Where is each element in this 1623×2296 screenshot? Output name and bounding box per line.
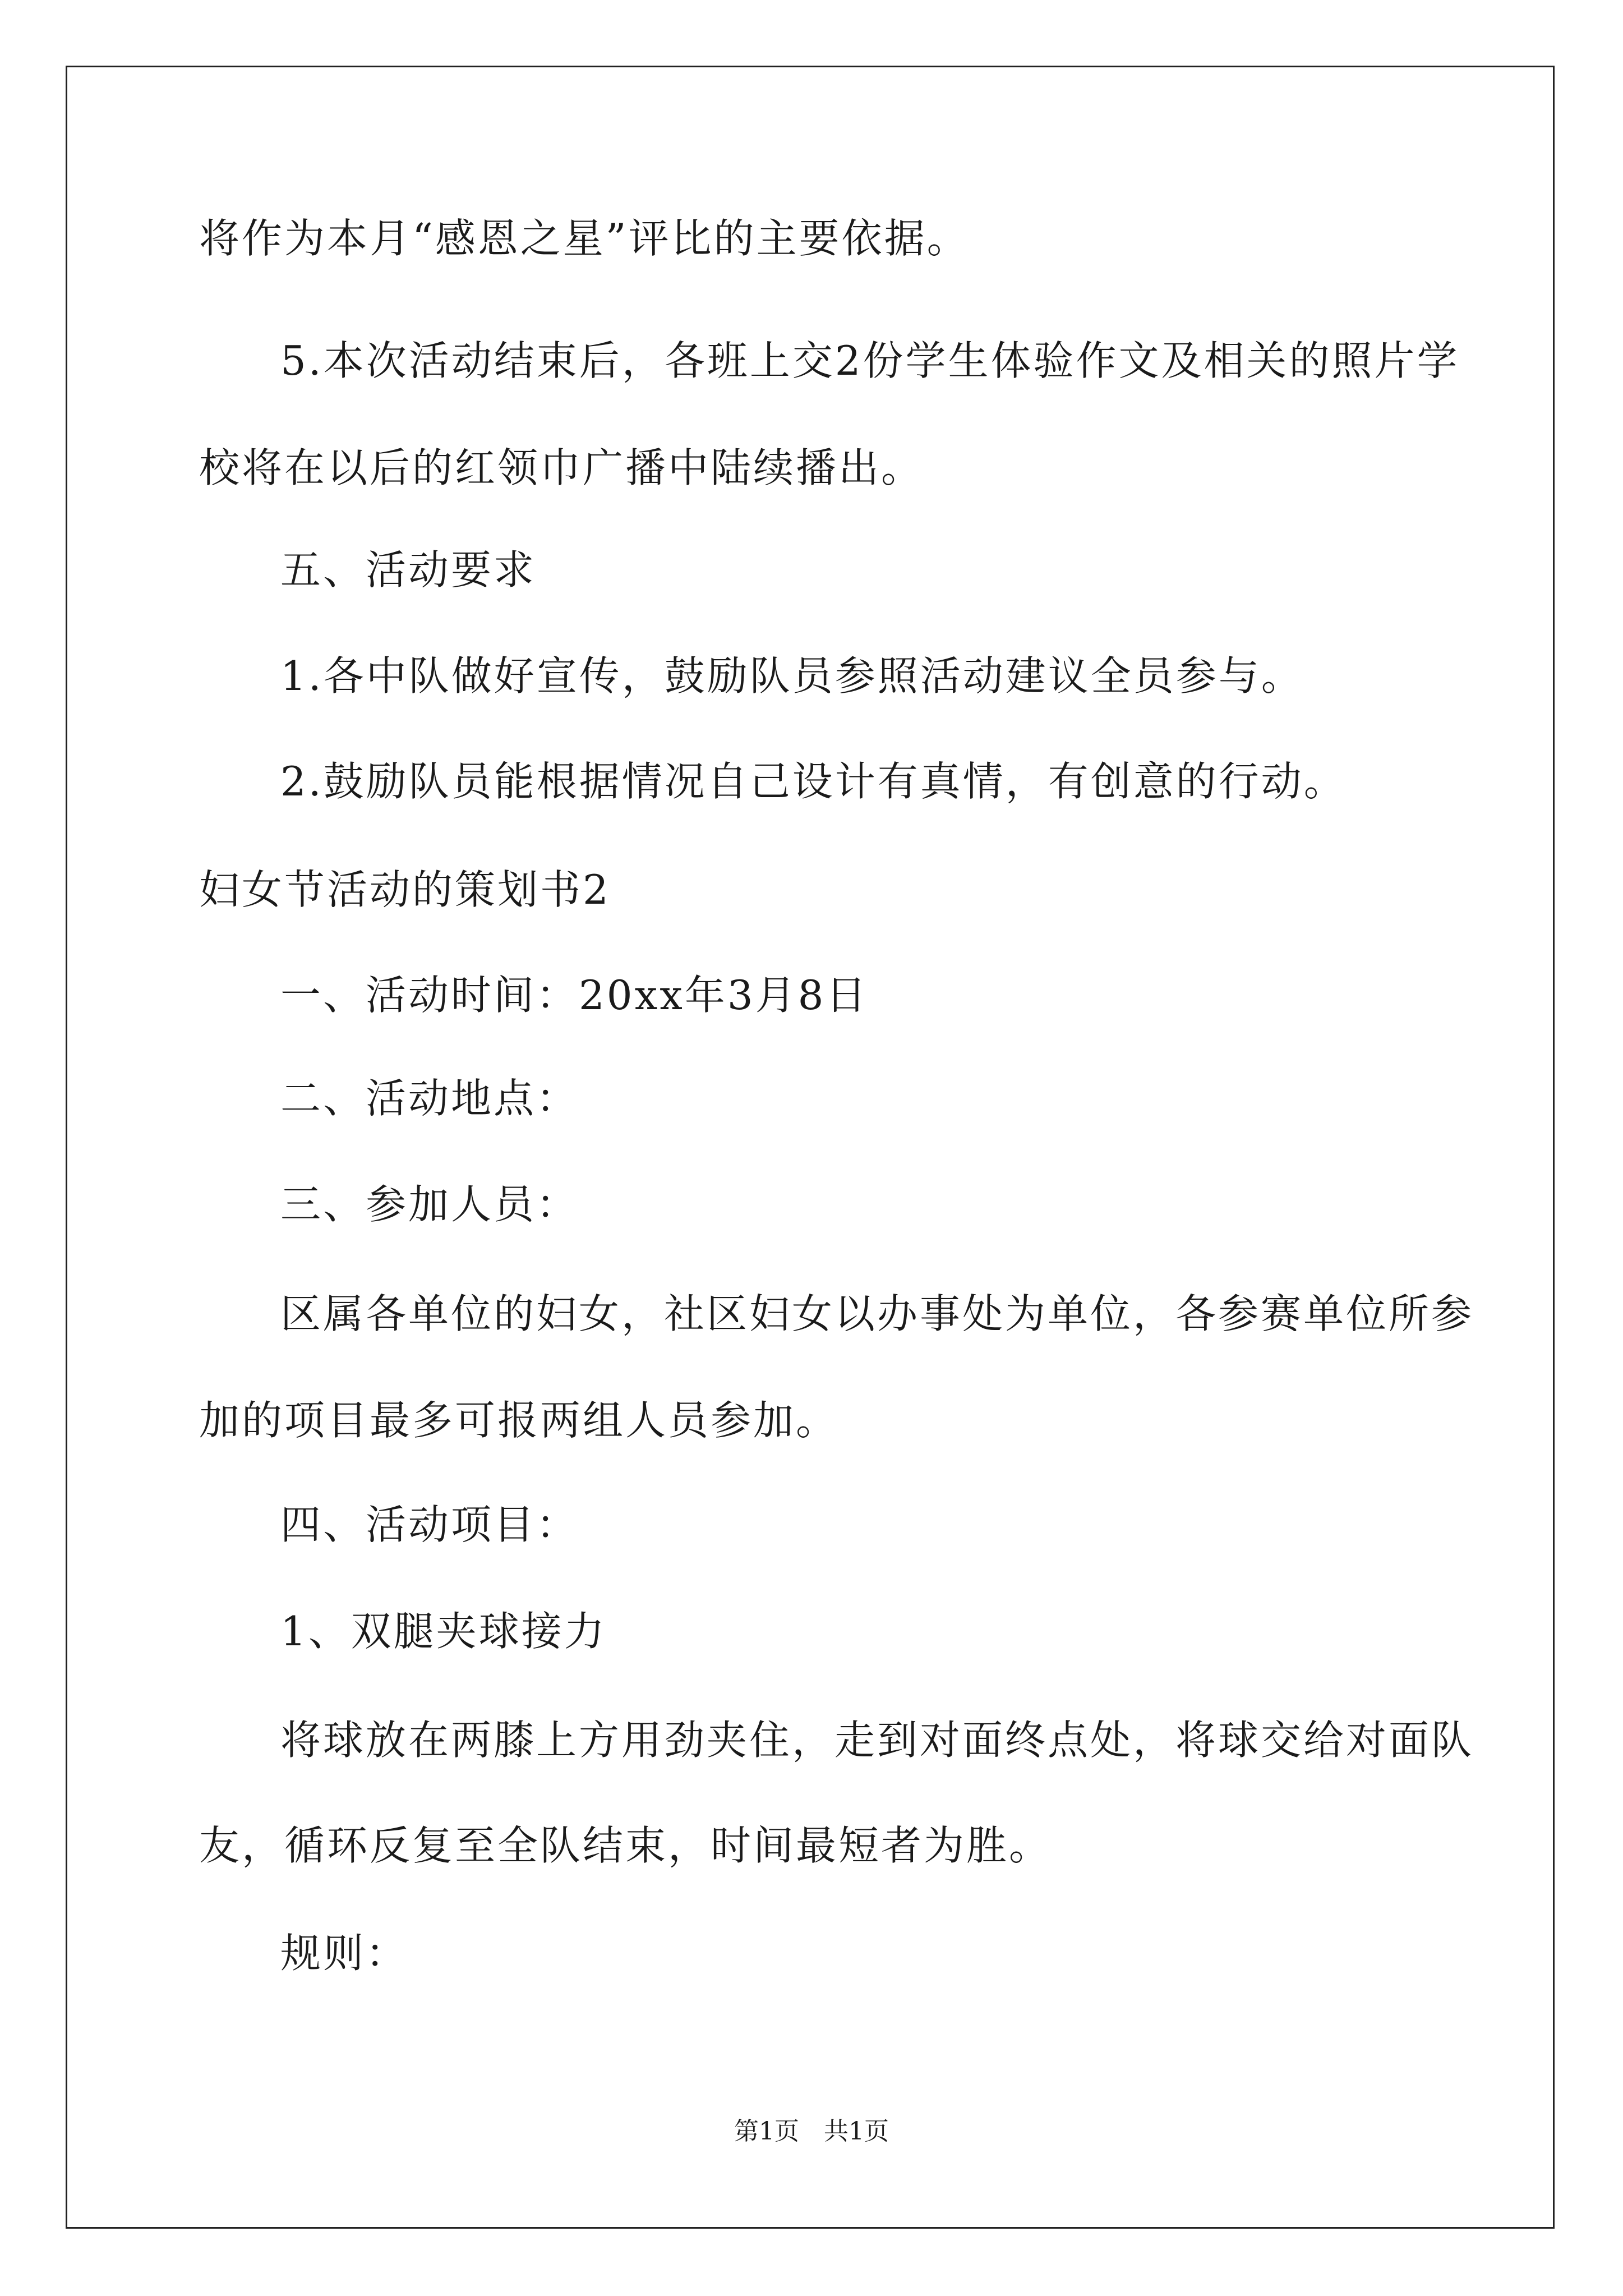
text-line: 三、参加人员： — [280, 1181, 579, 1228]
section-heading: 五、活动要求 — [280, 546, 537, 593]
text-line: 友，循环反复至全队结束，时间最短者为胜。 — [199, 1822, 1052, 1869]
text-line: 5.本次活动结束后，各班上交2份学生体验作文及相关的照片学 — [280, 337, 1460, 384]
text-line: 1、双腿夹球接力 — [280, 1608, 607, 1655]
text-line: 二、活动地点： — [280, 1075, 579, 1122]
document-title: 妇女节活动的策划书2 — [199, 866, 611, 913]
text-line: 加的项目最多可报两组人员参加。 — [199, 1397, 839, 1444]
text-line: 1.各中队做好宣传，鼓励队员参照活动建议全员参与。 — [280, 652, 1304, 700]
text-line: 规则： — [280, 1930, 409, 1977]
text-line: 区属各单位的妇女，社区妇女以办事处为单位，各参赛单位所参 — [280, 1290, 1474, 1337]
page-footer: 第1页 共1页 — [734, 2117, 889, 2146]
text-line: 校将在以后的红领巾广播中陆续播出。 — [199, 444, 924, 491]
text-line: 将作为本月“感恩之星”评比的主要依据。 — [199, 215, 970, 262]
text-line: 一、活动时间：20xx年3月8日 — [280, 972, 869, 1019]
page-border — [66, 66, 1555, 2229]
text-line: 将球放在两膝上方用劲夹住，走到对面终点处，将球交给对面队 — [280, 1717, 1474, 1764]
section-heading: 四、活动项目： — [280, 1501, 579, 1548]
text-line: 2.鼓励队员能根据情况自己设计有真情，有创意的行动。 — [280, 758, 1347, 805]
